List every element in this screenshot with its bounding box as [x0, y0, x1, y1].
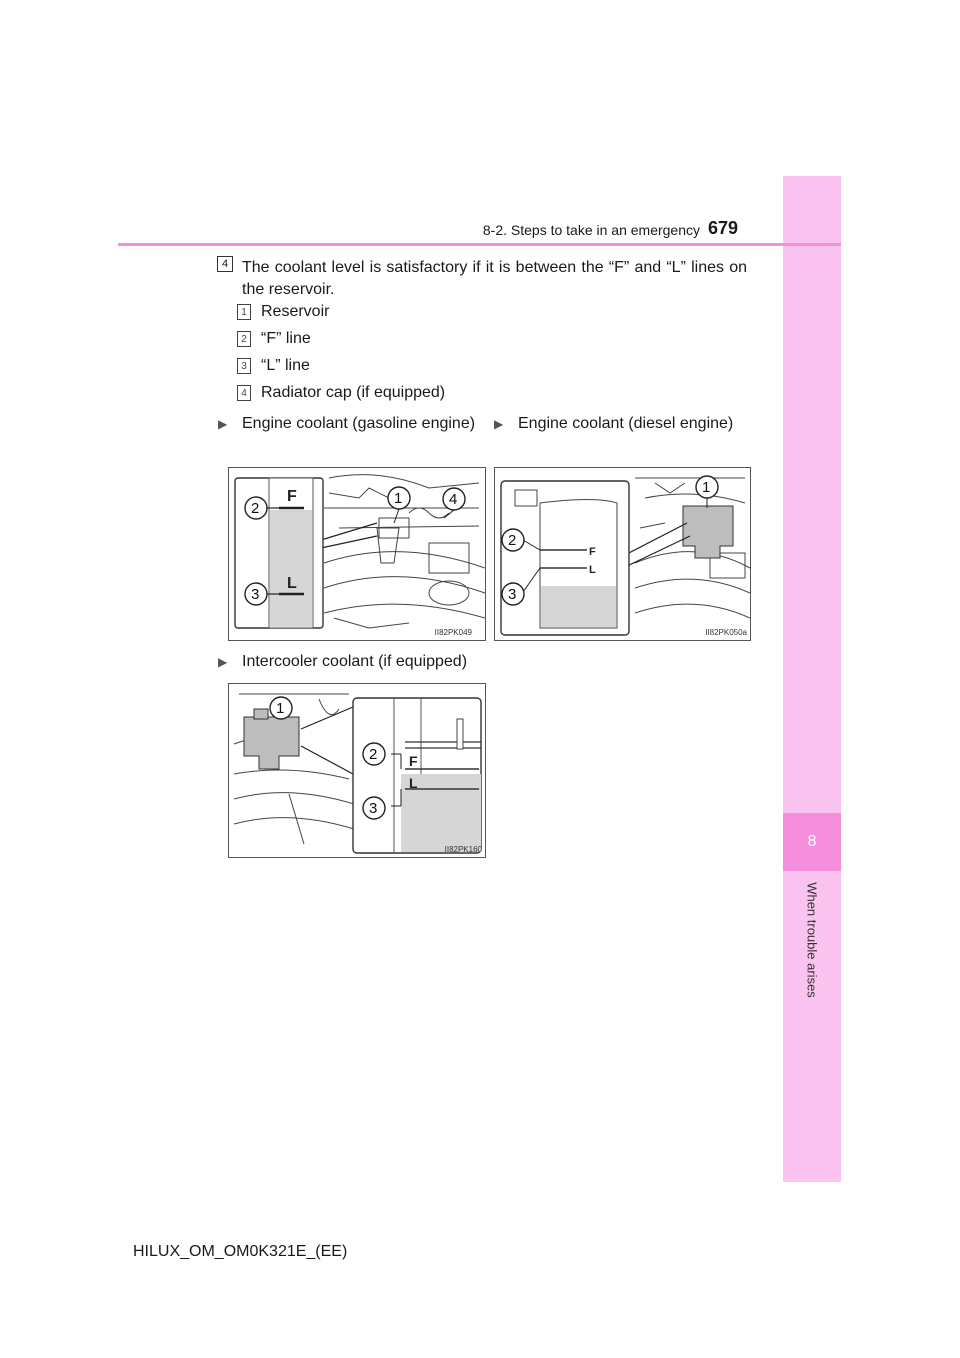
- f-mark: F: [589, 546, 596, 558]
- figure-diesel-coolant: [494, 467, 751, 641]
- callout-2: 2: [251, 500, 260, 517]
- triangle-bullet-icon: ▶: [218, 417, 228, 431]
- engine-illustration: [229, 684, 485, 857]
- callout-1: 1: [702, 479, 711, 496]
- engine-illustration: [229, 468, 485, 640]
- f-mark: F: [287, 488, 297, 505]
- bullet-text: Intercooler coolant (if equipped): [242, 653, 468, 670]
- header-rule: [118, 243, 841, 246]
- legend-label: Radiator cap (if equipped): [261, 384, 446, 401]
- callout-1: 1: [276, 700, 285, 717]
- callout-4: 4: [449, 491, 458, 508]
- l-mark: L: [287, 575, 297, 592]
- callout-1: 1: [394, 490, 403, 507]
- chapter-title: When trouble arises: [804, 882, 820, 998]
- figure-code: II82PK050a: [705, 628, 747, 637]
- legend-label: Reservoir: [261, 303, 330, 320]
- callout-2: 2: [369, 746, 378, 763]
- l-mark: L: [589, 564, 596, 576]
- chapter-side-tab: [783, 176, 841, 1182]
- callout-3: 3: [369, 800, 378, 817]
- legend-item: [237, 356, 310, 376]
- chapter-number: 8: [783, 813, 841, 871]
- bullet-text: Engine coolant (diesel engine): [518, 415, 734, 432]
- legend-label: “F” line: [261, 330, 311, 347]
- legend-label: “L” line: [261, 357, 310, 374]
- legend-number: 2: [237, 331, 251, 347]
- triangle-bullet-icon: ▶: [218, 655, 228, 669]
- callout-3: 3: [251, 586, 260, 603]
- legend-item: [237, 383, 445, 403]
- section-title: 8-2. Steps to take in an emergency: [482, 222, 700, 238]
- l-mark: L: [409, 775, 418, 791]
- legend-number: 1: [237, 304, 251, 320]
- callout-2: 2: [508, 532, 517, 549]
- figure-gasoline-coolant: [228, 467, 486, 641]
- figure-code: II82PK049: [434, 628, 472, 637]
- figure-intercooler-coolant: [228, 683, 486, 858]
- step-text: The coolant level is satisfactory if it is between the “F” and “L” lines on the reservoir.: [242, 259, 747, 298]
- step-number-box: 4: [217, 256, 233, 272]
- callout-3: 3: [508, 586, 517, 603]
- engine-illustration: [495, 468, 750, 640]
- f-mark: F: [409, 753, 418, 769]
- footer-doc-code: HILUX_OM_OM0K321E_(EE): [133, 1243, 348, 1260]
- legend-number: 4: [237, 385, 251, 401]
- legend-number: 3: [237, 358, 251, 374]
- bullet-text: Engine coolant (gasoline engine): [242, 415, 476, 432]
- triangle-bullet-icon: ▶: [494, 417, 504, 431]
- legend-item: [237, 302, 329, 322]
- figure-code: II82PK160: [444, 845, 482, 854]
- legend-item: [237, 329, 311, 349]
- page-number: 679: [708, 218, 739, 238]
